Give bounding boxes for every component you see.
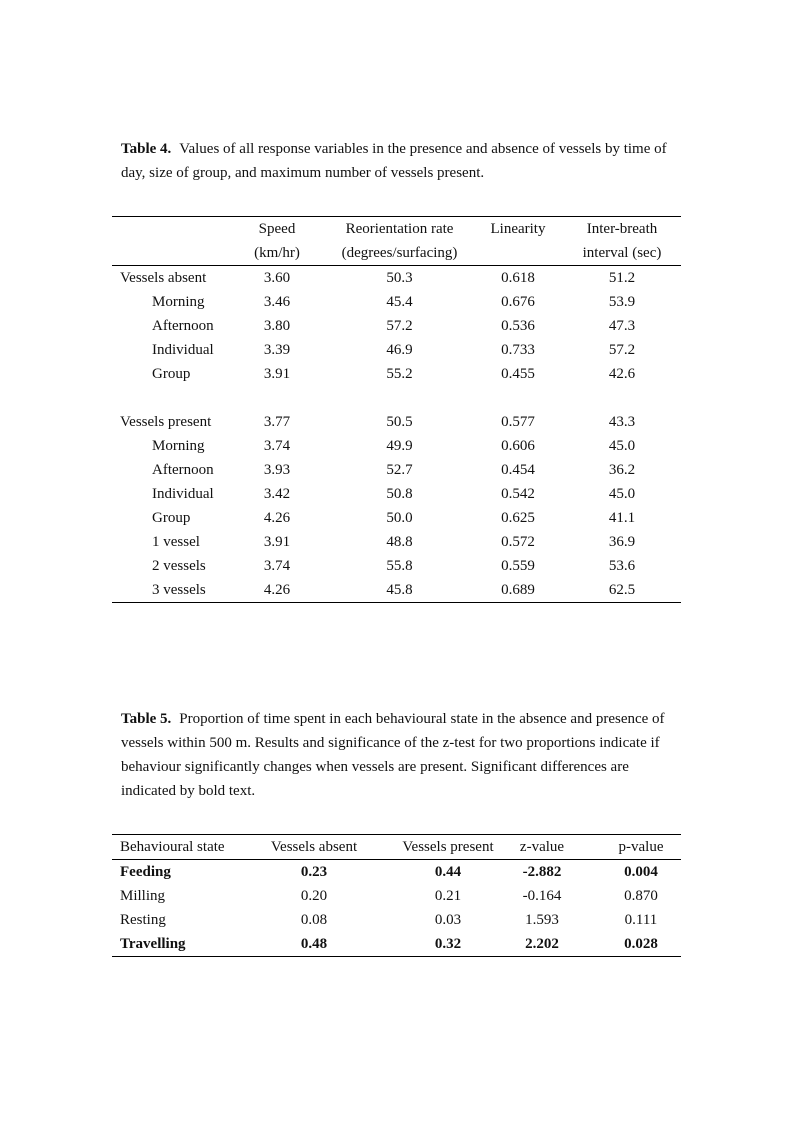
speed-value: 3.46 — [263, 294, 291, 310]
vessels-absent-value: 0.23 — [300, 864, 328, 880]
z-value: -0.164 — [522, 888, 562, 904]
table5-header — [112, 835, 681, 860]
header-speed-unit: (km/hr) — [254, 245, 300, 261]
header-z-value: z-value — [519, 839, 565, 855]
speed-value: 4.26 — [263, 582, 291, 598]
row-label: Morning — [152, 438, 205, 454]
ibi-value: 45.0 — [608, 438, 636, 454]
speed-value: 3.91 — [263, 366, 291, 382]
table4-caption — [121, 137, 681, 185]
reorientation-value: 49.9 — [386, 438, 413, 454]
linearity-value: 0.455 — [501, 366, 535, 382]
row-label: 3 vessels — [152, 582, 206, 598]
p-value: 0.870 — [624, 888, 658, 904]
row-label: Group — [152, 366, 191, 382]
table5-row — [112, 860, 681, 884]
speed-value: 3.91 — [263, 534, 291, 550]
table5-caption-text: Proportion of time spent in each behavioural state in the absence and presence of vessels within 500 m. Results and significance of the z-test for two proportions indicate if behaviour significantly changes when vessels are present. Significant differences are indicated by bold text. — [121, 711, 665, 799]
vessels-present-value: 0.03 — [434, 912, 462, 928]
z-value: 2.202 — [525, 936, 559, 952]
z-value: 1.593 — [525, 912, 559, 928]
table4-caption-text: Values of all response variables in the presence and absence of vessels by time of day, size of group, and maximum number of vessels present. — [121, 141, 667, 181]
table4-row — [112, 506, 681, 530]
ibi-value: 45.0 — [608, 486, 636, 502]
table5-label: Table 5. — [121, 711, 172, 727]
row-label: Group — [152, 510, 191, 526]
row-label: Individual — [152, 486, 214, 502]
vessels-absent-value: 0.48 — [300, 936, 328, 952]
linearity-value: 0.676 — [501, 294, 535, 310]
reorientation-value: 45.8 — [386, 582, 413, 598]
reorientation-value: 55.2 — [386, 366, 413, 382]
table5-row — [112, 932, 681, 956]
linearity-value: 0.606 — [501, 438, 535, 454]
reorientation-value: 50.0 — [386, 510, 413, 526]
table4 — [112, 216, 681, 603]
row-label: Individual — [152, 342, 214, 358]
p-value: 0.004 — [624, 864, 658, 880]
table4-row — [112, 362, 681, 386]
row-label: Afternoon — [152, 462, 214, 478]
table5-row — [112, 884, 681, 908]
behavioural-state: Milling — [120, 888, 166, 904]
ibi-value: 57.2 — [608, 342, 636, 358]
table5-row — [112, 908, 681, 932]
header-vessels-present: Vessels present — [402, 839, 494, 855]
linearity-value: 0.542 — [501, 486, 535, 502]
vessels-absent-value: 0.08 — [300, 912, 328, 928]
speed-value: 3.60 — [263, 270, 291, 286]
speed-value: 4.26 — [263, 510, 291, 526]
row-label: Vessels present — [120, 414, 212, 430]
speed-value: 3.39 — [263, 342, 291, 358]
table4-row — [112, 530, 681, 554]
table4-row — [112, 290, 681, 314]
reorientation-value: 45.4 — [386, 294, 413, 310]
reorientation-value: 50.5 — [386, 414, 413, 430]
p-value: 0.028 — [624, 936, 658, 952]
reorientation-value: 52.7 — [386, 462, 413, 478]
ibi-value: 51.2 — [608, 270, 636, 286]
ibi-value: 36.9 — [608, 534, 636, 550]
behavioural-state: Travelling — [120, 936, 186, 952]
vessels-present-value: 0.44 — [434, 864, 462, 880]
table4-row — [112, 578, 681, 602]
reorientation-value: 55.8 — [386, 558, 413, 574]
header-ibi-unit: interval (sec) — [582, 245, 662, 261]
ibi-value: 53.6 — [608, 558, 636, 574]
speed-value: 3.80 — [263, 318, 291, 334]
table4-row — [112, 554, 681, 578]
table4-row — [112, 266, 681, 290]
speed-value: 3.93 — [263, 462, 291, 478]
header-vessels-absent: Vessels absent — [270, 839, 358, 855]
reorientation-value: 57.2 — [386, 318, 413, 334]
table5-caption — [121, 707, 681, 803]
speed-value: 3.77 — [263, 414, 291, 430]
table4-row — [112, 458, 681, 482]
table4-header-row-1 — [112, 217, 681, 241]
table4-label: Table 4. — [121, 141, 172, 157]
reorientation-value: 46.9 — [386, 342, 413, 358]
table4-row — [112, 434, 681, 458]
table4-row — [112, 338, 681, 362]
header-p-value: p-value — [618, 839, 664, 855]
reorientation-value: 50.8 — [386, 486, 413, 502]
table4-row — [112, 314, 681, 338]
header-linearity-unit — [482, 241, 554, 265]
linearity-value: 0.454 — [501, 462, 535, 478]
table4-body — [112, 266, 681, 602]
vessels-absent-value: 0.20 — [300, 888, 328, 904]
header-behavioural-state: Behavioural state — [120, 839, 225, 855]
vessels-present-value: 0.32 — [434, 936, 462, 952]
linearity-value: 0.618 — [501, 270, 535, 286]
row-label: Afternoon — [152, 318, 214, 334]
table4-row — [112, 482, 681, 506]
table4-group-gap — [112, 386, 681, 410]
ibi-value: 53.9 — [608, 294, 636, 310]
table4-row — [112, 410, 681, 434]
reorientation-value: 48.8 — [386, 534, 413, 550]
ibi-value: 62.5 — [608, 582, 636, 598]
header-ibi: Inter-breath — [586, 221, 658, 237]
table5-body — [112, 860, 681, 956]
speed-value: 3.42 — [263, 486, 291, 502]
header-reorientation: Reorientation rate — [345, 221, 454, 237]
row-label: Morning — [152, 294, 205, 310]
speed-value: 3.74 — [263, 558, 291, 574]
reorientation-value: 50.3 — [386, 270, 413, 286]
header-speed: Speed — [258, 221, 296, 237]
linearity-value: 0.733 — [501, 342, 535, 358]
row-label: 1 vessel — [152, 534, 200, 550]
header-reorientation-unit: (degrees/surfacing) — [341, 245, 458, 261]
ibi-value: 36.2 — [608, 462, 636, 478]
linearity-value: 0.572 — [501, 534, 535, 550]
table4-header-row-2 — [112, 241, 681, 265]
row-label: Vessels absent — [120, 270, 207, 286]
behavioural-state: Resting — [120, 912, 166, 928]
linearity-value: 0.559 — [501, 558, 535, 574]
linearity-value: 0.536 — [501, 318, 535, 334]
table5 — [112, 834, 681, 957]
ibi-value: 41.1 — [608, 510, 636, 526]
table4-header — [112, 217, 681, 266]
linearity-value: 0.625 — [501, 510, 535, 526]
linearity-value: 0.689 — [501, 582, 535, 598]
vessels-present-value: 0.21 — [434, 888, 462, 904]
behavioural-state: Feeding — [120, 864, 171, 880]
header-linearity: Linearity — [490, 221, 546, 237]
row-label: 2 vessels — [152, 558, 206, 574]
p-value: 0.111 — [624, 912, 658, 928]
ibi-value: 43.3 — [608, 414, 636, 430]
linearity-value: 0.577 — [501, 414, 535, 430]
ibi-value: 47.3 — [608, 318, 636, 334]
speed-value: 3.74 — [263, 438, 291, 454]
ibi-value: 42.6 — [608, 366, 636, 382]
z-value: -2.882 — [522, 864, 562, 880]
